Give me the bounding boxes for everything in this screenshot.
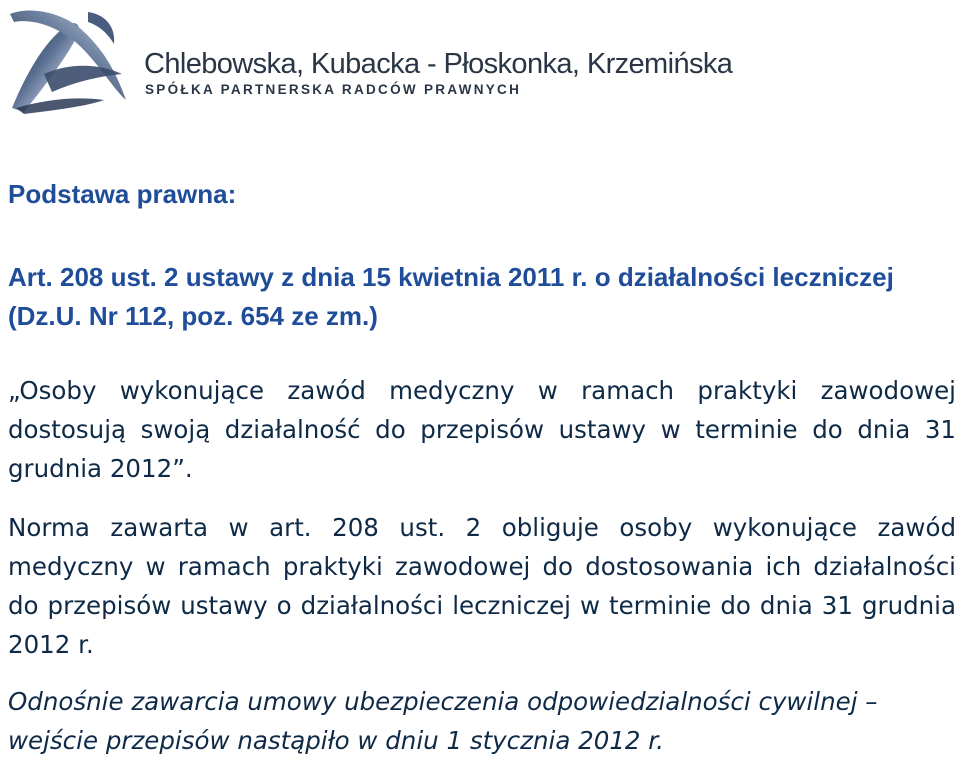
- legal-basis-citation: Art. 208 ust. 2 ustawy z dnia 15 kwietnia 2011 r. o działalności leczniczej (Dz.U. Nr 112, poz. 654 ze zm.): [8, 262, 894, 331]
- firm-name: Chlebowska, Kubacka - Płoskonka, Krzemińska: [144, 48, 733, 80]
- statute-quote: „Osoby wykonujące zawód medyczny w ramach praktyki zawodowej dostosują swoją działalność do przepisów ustawy w terminie do dnia 31 grudnia 2012”.: [8, 376, 956, 483]
- legal-basis-heading: Podstawa prawna:: [8, 179, 237, 209]
- norm-explanation: Norma zawarta w art. 208 ust. 2 obliguje osoby wykonujące zawód medyczny w ramach praktyki zawodowej do dostosowania ich działalności do przepisów ustawy o działalności leczniczej w terminie do dnia 31 grudnia 2012 r.: [8, 513, 956, 659]
- firm-subtitle: SPÓŁKA PARTNERSKA RADCÓW PRAWNYCH: [145, 82, 522, 97]
- insurance-note: Odnośnie zawarcia umowy ubezpieczenia odpowiedzialności cywilnej – wejście przepisów nastąpiło w dniu 1 stycznia 2012 r.: [8, 687, 878, 755]
- ribbon-logo-icon: [4, 4, 134, 116]
